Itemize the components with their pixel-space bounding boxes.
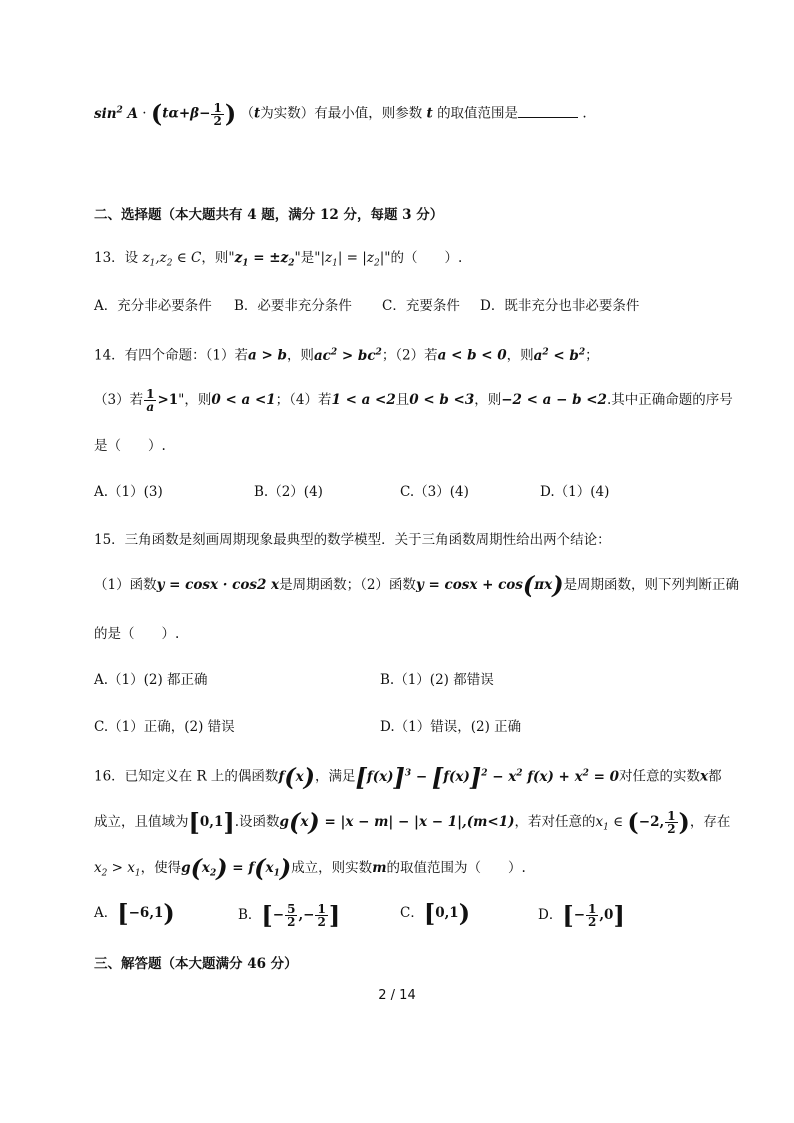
math-a-gt-b: a > b (248, 347, 287, 364)
q16-l2-b: .设函数 (234, 814, 280, 830)
q14-option-a[interactable]: A.（1）(3) (94, 484, 163, 500)
math-g-definition: g(x) = |x − m| − |x − 1|,(m<1) (279, 807, 515, 837)
q15-l2-a: （1）函数 (94, 577, 157, 593)
q14-line-2 (94, 388, 733, 413)
q13-stem (94, 248, 462, 274)
q16-opt-d-label: D． (538, 907, 563, 923)
q13-option-d[interactable]: D．既非充分也非必要条件 (480, 298, 640, 314)
q14-p2b: ，则 (506, 347, 534, 364)
math-talpha-beta: tα+β− (162, 105, 211, 122)
fraction-1-a: $\frac{1}{a}$ (146, 387, 155, 414)
q13-part3: "的（ ）. (384, 250, 463, 266)
math-z1z2-in-C: $z_1,z_2$ ∈ C (142, 250, 202, 269)
q12-text-end: 的取值范围是 (437, 105, 519, 122)
math-opt-c-interval: [0,1) (423, 898, 471, 928)
math-0-lt-a-lt-1: 0 < a <1 (211, 392, 276, 408)
q12-text-cond: 为实数）有最小值，则参数 (260, 105, 423, 122)
q16-l1-c: 对任意的实数 (619, 768, 700, 785)
q16-l3-a: ，使得 (140, 860, 182, 876)
math-a-lt-b-lt-0: a < b < 0 (437, 347, 507, 364)
q15-l2-b: 是周期函数；（2）函数 (279, 577, 416, 593)
q14-l2-p4: ；（4）若 (275, 392, 332, 408)
q14-p1b: ，则 (286, 347, 314, 364)
math-abs-equal: $|z_1| = |z_2|$ (320, 250, 385, 269)
math-g-x2-eq-f-x1: $g(x_2) = f(x_1)$ (181, 853, 292, 883)
math-z1-pm-z2: $z_1 = \pm z_2$ (234, 250, 295, 269)
var-t: t (253, 105, 261, 122)
q15-line-1: 15．三角函数是刻画周期现象最典型的数学模型．关于三角函数周期性给出两个结论： (94, 532, 611, 548)
math-range-0-1: [0,1] (188, 807, 235, 837)
q16-opt-a-label: A． (94, 905, 118, 921)
q14-line-3: 是（ ）. (94, 438, 166, 454)
q13-part2: "是" (294, 250, 321, 266)
q15-line-3: 的是（ ）. (94, 626, 180, 642)
q16-l3-b: 成立，则实数 (291, 860, 373, 876)
q12-period: . (582, 105, 587, 122)
q14-number: 14．有四个命题：（1）若 (94, 347, 249, 364)
q14-l2-and: 且 (395, 392, 410, 408)
q14-line-1 (94, 342, 599, 366)
q16-option-c[interactable] (400, 898, 471, 928)
q16-opt-b-label: B． (238, 907, 262, 923)
q16-line-2 (94, 807, 731, 838)
q16-option-d[interactable] (538, 900, 625, 930)
q14-l2-then: ，则 (474, 392, 502, 408)
var-x: x (700, 768, 709, 785)
math-x2-gt-x1: $x_2 > x_1$ (94, 860, 141, 879)
q15-l2-c: 是周期函数，则下列判断正确 (563, 577, 740, 593)
q14-option-b[interactable]: B.（2）(4) (254, 484, 323, 500)
math-opt-d-interval: [− $\frac{1}{2}$ ,0] (562, 900, 625, 930)
answer-blank[interactable] (518, 105, 578, 118)
q16-line-3 (94, 853, 526, 884)
q14-l2-start: （3）若 (94, 392, 144, 408)
q15-option-c[interactable]: C.（1）正确，(2) 错误 (94, 719, 235, 735)
q13-number: 13．设 (94, 250, 139, 266)
q15-line-2 (94, 570, 740, 600)
math-0-lt-b-lt-3: 0 < b <3 (409, 392, 475, 408)
q16-l3-c: 的取值范围为（ ）. (386, 860, 526, 876)
q14-l2-end: .其中正确命题的序号 (606, 392, 733, 408)
math-y-cosx-cos-pix: y = cosx + cos(πx) (415, 570, 564, 600)
q13-option-b[interactable]: B．必要非充分条件 (234, 298, 352, 314)
q12-tail-line: $\sin^2 A \cdot (t\alpha+\beta-$ $\frac{1}{2}$ ) （t为实数）有最小值，则参数 t 的取值范围是 . (94, 99, 587, 128)
section-3-title: 三、解答题（本大题满分 46 分） (94, 956, 298, 972)
q13-part1: ，则" (201, 250, 235, 266)
q16-option-a[interactable] (94, 898, 175, 928)
math-f-of-x: f(x) (278, 762, 316, 791)
section-2-title: 二、选择题（本大题共有 4 题，满分 12 分，每题 3 分） (94, 207, 444, 223)
q16-l2-c: ，若对任意的 (514, 814, 596, 830)
math-functional-equation: $[f(x)]^3 - [f(x)]^2 - x^2$ $f(x) + x^2 = 0$ (355, 762, 619, 791)
paren-open: ( (150, 99, 163, 128)
math-gt-1: >1 (157, 392, 179, 408)
var-m: m (372, 860, 387, 876)
q16-opt-c-label: C． (400, 905, 424, 921)
q16-line-1 (94, 762, 722, 791)
math-minus2-lt-a-b-lt-2: −2 < a − b <2 (501, 392, 607, 408)
math-interval-m2-half: (−2, $\frac{1}{2}$ ) (627, 807, 690, 837)
page-indicator: 2 / 14 (378, 988, 416, 1003)
q14-l2-quote: "，则 (178, 392, 212, 408)
q13-option-c[interactable]: C．充要条件 (382, 298, 460, 314)
paren-close: ) (224, 99, 237, 128)
math-ac2-gt-bc2: $ac^2 > bc^2$ (313, 347, 382, 364)
math-x1-in-interval: $x_1$ ∈ (595, 814, 628, 833)
q14-p2end: ； (585, 347, 599, 364)
q16-l1-a: 16．已知定义在 R 上的偶函数 (94, 768, 279, 785)
q16-option-b[interactable] (238, 900, 341, 930)
q15-option-b[interactable]: B.（1）(2) 都错误 (380, 672, 494, 688)
q15-option-d[interactable]: D.（1）错误，(2) 正确 (380, 719, 522, 735)
math-opt-a-interval: [−6,1) (117, 898, 175, 928)
q13-option-a[interactable]: A．充分非必要条件 (94, 298, 212, 314)
var-t-2: t (426, 105, 433, 122)
q16-l1-d: 都 (708, 768, 722, 785)
q15-option-a[interactable]: A.（1）(2) 都正确 (94, 672, 208, 688)
q16-l2-a: 成立，且值域为 (94, 814, 189, 830)
fraction-1-2: $\frac{1}{2}$ (213, 100, 222, 128)
q14-option-d[interactable]: D.（1）(4) (540, 484, 610, 500)
q16-l2-d: ，存在 (689, 814, 731, 830)
q16-l1-b: ，满足 (315, 768, 356, 785)
math-opt-b-interval: [− $\frac{5}{2}$ ,− $\frac{1}{2}$ ] (261, 900, 341, 930)
q14-option-c[interactable]: C.（3）(4) (400, 484, 469, 500)
math-1-lt-a-lt-2: 1 < a <2 (331, 392, 396, 408)
math-a2-lt-b2: $a^2 < b^2$ (533, 347, 586, 364)
q12-text-open: （ (240, 105, 254, 122)
math-y-cosx-cos2x: y = cosx · cos2 x (156, 577, 280, 593)
q14-p2: ；（2）若 (381, 347, 438, 364)
math-sin2A: $\sin^2 A$ (94, 105, 138, 122)
